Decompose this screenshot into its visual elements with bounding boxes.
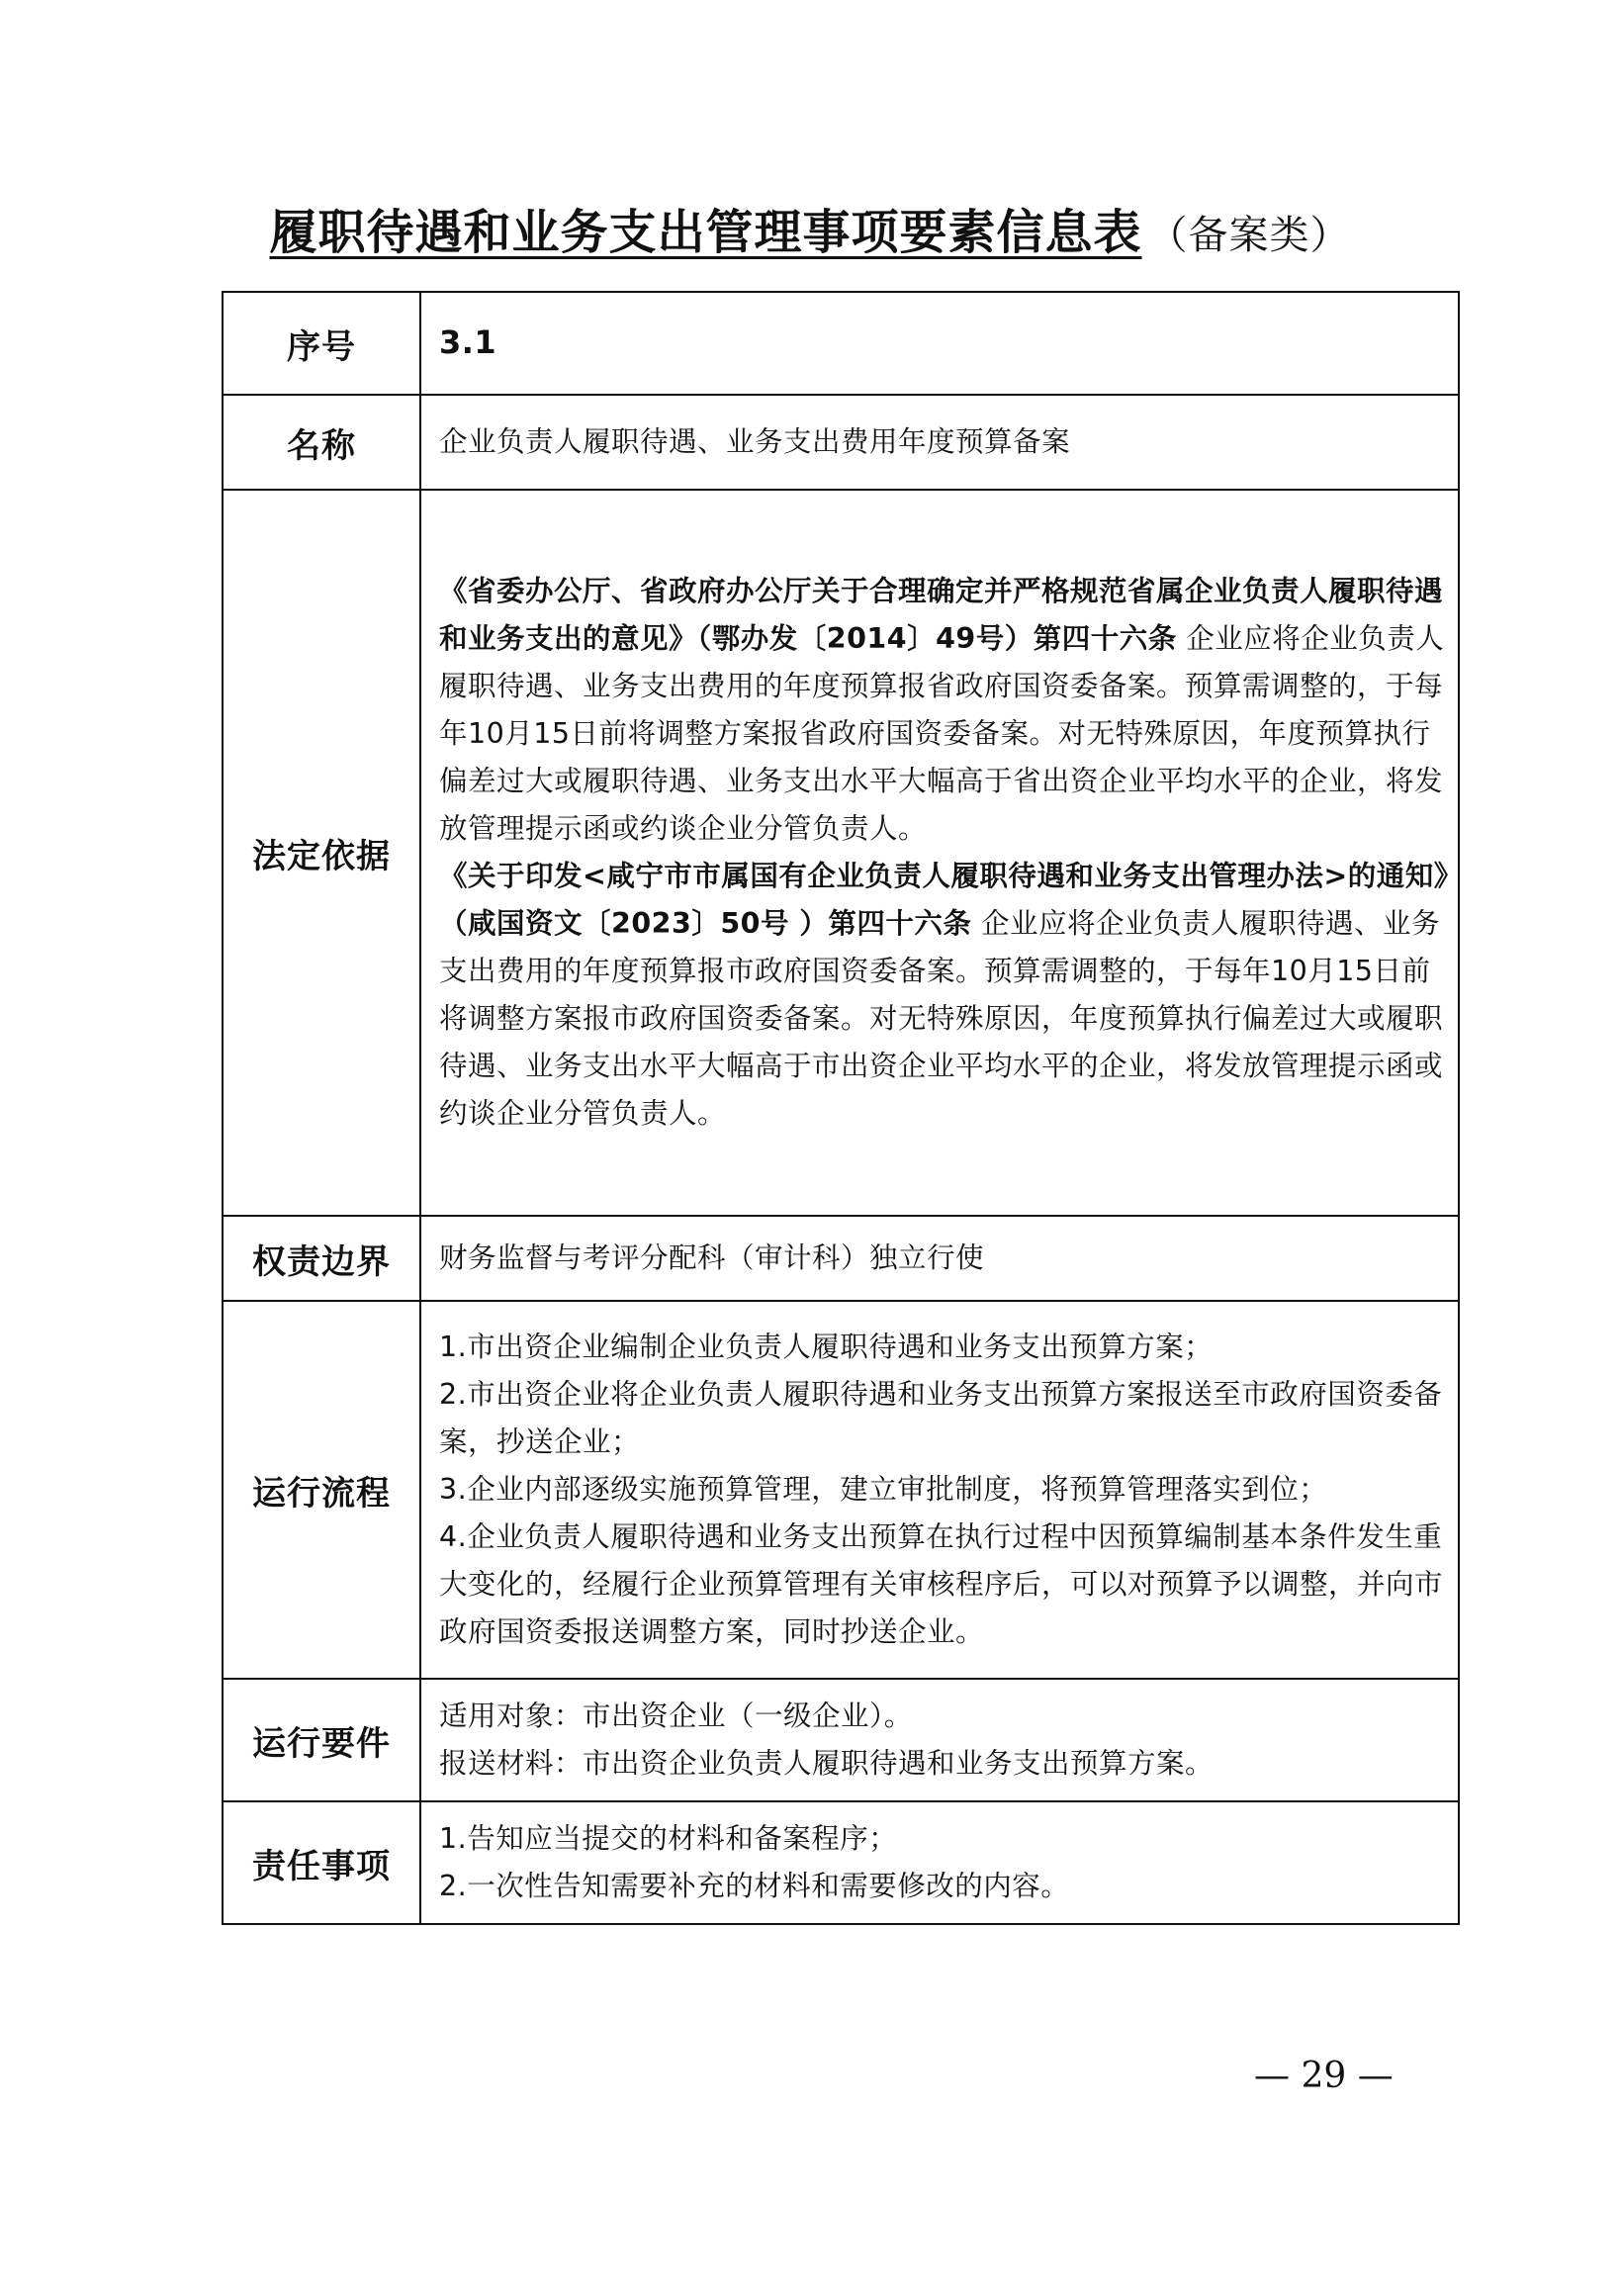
row-seq <box>223 292 1459 395</box>
row-process <box>223 1301 1459 1679</box>
requirements-line: 报送材料：市出资企业负责人履职待遇和业务支出预算方案。 <box>439 1747 1215 1780</box>
label-requirements: 运行要件 <box>223 1679 420 1801</box>
responsibility-line: 1.告知应当提交的材料和备案程序； <box>439 1822 898 1855</box>
page-number: — 29 — <box>1254 2056 1394 2096</box>
legal-basis-doc1 <box>439 568 1450 853</box>
value-legal-basis <box>420 490 1459 1216</box>
label-responsibility: 责任事项 <box>223 1801 420 1924</box>
process-step: 4.企业负责人履职待遇和业务支出预算在执行过程中因预算编制基本条件发生重大变化的，经履行企业预算管理有关审核程序后，可以对预算予以调整，并向市政府国资委报送调整方案，同时抄送企业。 <box>439 1520 1444 1648</box>
legal-basis-doc1-title: 《省委办公厅、省政府办公厅关于合理确定并严格规范省属企业负责人履职待遇和业务支出的意见》（鄂办发〔2014〕49号）第四十六条 <box>439 575 1444 655</box>
seq-value: 3.1 <box>439 323 497 361</box>
process-step: 2.市出资企业将企业负责人履职待遇和业务支出预算方案报送至市政府国资委备案，抄送企业； <box>439 1378 1443 1458</box>
row-authority <box>223 1216 1459 1301</box>
label-seq: 序号 <box>223 292 420 395</box>
process-step: 3.企业内部逐级实施预算管理，建立审批制度，将预算管理落实到位； <box>439 1473 1328 1506</box>
info-table <box>222 291 1460 1925</box>
responsibility-line: 2.一次性告知需要补充的材料和需要修改的内容。 <box>439 1870 1070 1902</box>
value-requirements <box>420 1679 1459 1801</box>
row-responsibility <box>223 1801 1459 1924</box>
legal-basis-doc2-title: 《关于印发<咸宁市市属国有企业负责人履职待遇和业务支出管理办法>的通知》（咸国资文〔2023〕50号 ）第四十六条 <box>439 860 1449 940</box>
process-step: 1.市出资企业编制企业负责人履职待遇和业务支出预算方案； <box>439 1331 1214 1363</box>
page-title <box>0 194 1620 262</box>
page-title-suffix: （备案类） <box>1147 213 1351 258</box>
page-title-main: 履职待遇和业务支出管理事项要素信息表 <box>269 205 1142 260</box>
value-authority: 财务监督与考评分配科（审计科）独立行使 <box>420 1216 1459 1301</box>
label-authority: 权责边界 <box>223 1216 420 1301</box>
value-process <box>420 1301 1459 1679</box>
value-name: 企业负责人履职待遇、业务支出费用年度预算备案 <box>420 395 1459 490</box>
legal-basis-doc1-text: 企业应将企业负责人履职待遇、业务支出费用的年度预算报省政府国资委备案。预算需调整的，于每年10月15日前将调整方案报省政府国资委备案。对无特殊原因，年度预算执行偏差过大或履职待遇、业务支出水平大幅高于省出资企业平均水平的企业，将发放管理提示函或约谈企业分管负责人。 <box>439 622 1445 845</box>
label-legal-basis: 法定依据 <box>223 490 420 1216</box>
row-legal-basis <box>223 490 1459 1216</box>
row-name <box>223 395 1459 490</box>
value-seq <box>420 292 1459 395</box>
row-requirements <box>223 1679 1459 1801</box>
requirements-line: 适用对象：市出资企业（一级企业）。 <box>439 1699 913 1732</box>
legal-basis-doc2-text: 企业应将企业负责人履职待遇、业务支出费用的年度预算报市政府国资委备案。预算需调整的，于每年10月15日前将调整方案报市政府国资委备案。对无特殊原因，年度预算执行偏差过大或履职待遇、业务支出水平大幅高于市出资企业平均水平的企业，将发放管理提示函或约谈企业分管负责人。 <box>439 907 1444 1130</box>
label-process: 运行流程 <box>223 1301 420 1679</box>
label-name: 名称 <box>223 395 420 490</box>
legal-basis-doc2 <box>439 853 1450 1138</box>
value-responsibility <box>420 1801 1459 1924</box>
